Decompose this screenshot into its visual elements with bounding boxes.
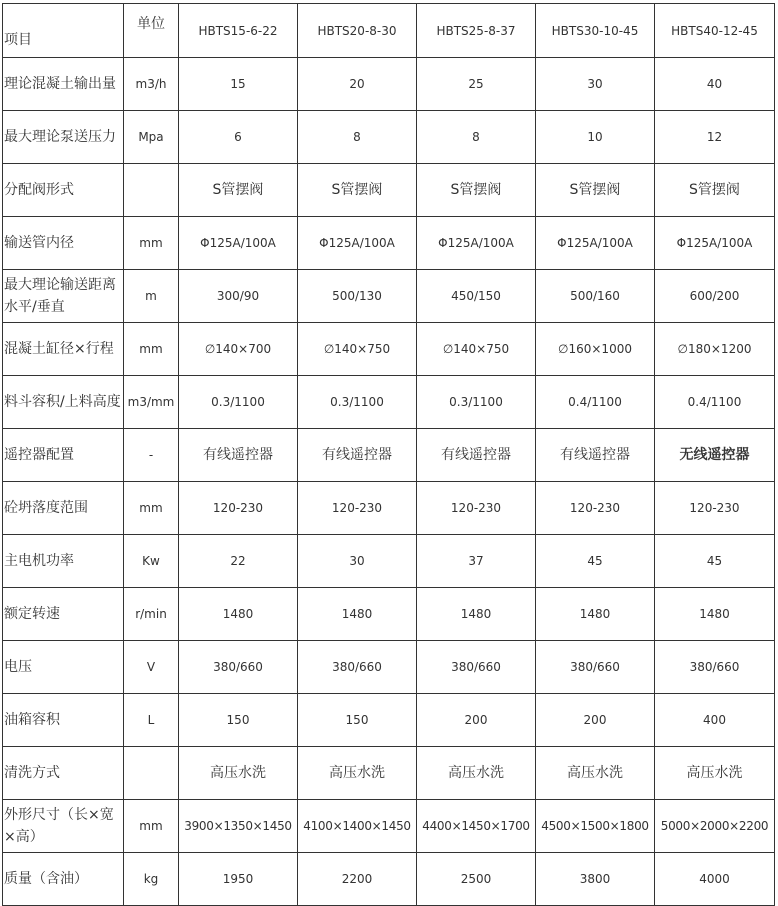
cell-value: 5000×2000×2200 [655, 800, 775, 853]
cell-value: 0.3/1100 [298, 376, 417, 429]
cell-value: 450/150 [417, 270, 536, 323]
cell-value: 1480 [655, 588, 775, 641]
cell-value: 15 [179, 58, 298, 111]
cell-value: 0.4/1100 [536, 376, 655, 429]
table-row [3, 111, 775, 164]
row-unit: - [124, 429, 179, 482]
row-label: 外形尺寸（长×宽×高） [3, 800, 124, 853]
cell-value: 8 [417, 111, 536, 164]
cell-value: 200 [417, 694, 536, 747]
cell-value: 380/660 [298, 641, 417, 694]
row-unit: kg [124, 853, 179, 906]
cell-value: Φ125A/100A [536, 217, 655, 270]
cell-value: 45 [536, 535, 655, 588]
cell-value: 37 [417, 535, 536, 588]
row-label: 理论混凝土输出量 [3, 58, 124, 111]
header-model: HBTS20-8-30 [298, 4, 417, 58]
cell-value: 400 [655, 694, 775, 747]
row-label: 混凝土缸径×行程 [3, 323, 124, 376]
cell-value: 1480 [417, 588, 536, 641]
table-row [3, 323, 775, 376]
cell-value: ∅180×1200 [655, 323, 775, 376]
cell-value: 有线遥控器 [417, 429, 536, 482]
row-unit: Mpa [124, 111, 179, 164]
row-label: 清洗方式 [3, 747, 124, 800]
cell-value: ∅160×1000 [536, 323, 655, 376]
row-unit: mm [124, 800, 179, 853]
cell-value: Φ125A/100A [298, 217, 417, 270]
cell-value: 4100×1400×1450 [298, 800, 417, 853]
cell-value: 有线遥控器 [298, 429, 417, 482]
table-row [3, 641, 775, 694]
table-row [3, 376, 775, 429]
cell-value: 10 [536, 111, 655, 164]
row-unit: m [124, 270, 179, 323]
cell-value: 4500×1500×1800 [536, 800, 655, 853]
row-label: 主电机功率 [3, 535, 124, 588]
cell-value: 6 [179, 111, 298, 164]
cell-value: 120-230 [417, 482, 536, 535]
row-label: 最大理论泵送压力 [3, 111, 124, 164]
row-label: 分配阀形式 [3, 164, 124, 217]
cell-value: 45 [655, 535, 775, 588]
cell-value: 380/660 [417, 641, 536, 694]
cell-value: 120-230 [536, 482, 655, 535]
row-unit [124, 164, 179, 217]
table-row [3, 853, 775, 906]
cell-value: 25 [417, 58, 536, 111]
row-unit: Kw [124, 535, 179, 588]
cell-value: 380/660 [655, 641, 775, 694]
cell-value: 8 [298, 111, 417, 164]
row-label: 质量（含油） [3, 853, 124, 906]
header-item: 项目 [3, 4, 124, 58]
row-unit: L [124, 694, 179, 747]
cell-value: Φ125A/100A [417, 217, 536, 270]
row-label: 最大理论输送距离水平/垂直 [3, 270, 124, 323]
row-label: 电压 [3, 641, 124, 694]
row-label: 输送管内径 [3, 217, 124, 270]
cell-value: 2200 [298, 853, 417, 906]
cell-value: ∅140×700 [179, 323, 298, 376]
cell-value: 150 [298, 694, 417, 747]
cell-value: 有线遥控器 [536, 429, 655, 482]
cell-value: 0.4/1100 [655, 376, 775, 429]
row-label: 砼坍落度范围 [3, 482, 124, 535]
cell-value: S管摆阀 [298, 164, 417, 217]
cell-value: 4000 [655, 853, 775, 906]
cell-value: 有线遥控器 [179, 429, 298, 482]
cell-value: 0.3/1100 [179, 376, 298, 429]
cell-value: 120-230 [655, 482, 775, 535]
spec-table [2, 3, 775, 906]
header-model: HBTS25-8-37 [417, 4, 536, 58]
cell-value: 高压水洗 [179, 747, 298, 800]
cell-value: ∅140×750 [298, 323, 417, 376]
table-row [3, 58, 775, 111]
row-label: 油箱容积 [3, 694, 124, 747]
table-row [3, 217, 775, 270]
cell-value: Φ125A/100A [655, 217, 775, 270]
cell-value: 3900×1350×1450 [179, 800, 298, 853]
cell-value: 高压水洗 [655, 747, 775, 800]
header-model: HBTS40-12-45 [655, 4, 775, 58]
cell-value: 2500 [417, 853, 536, 906]
row-label: 遥控器配置 [3, 429, 124, 482]
cell-value: 1950 [179, 853, 298, 906]
row-unit: mm [124, 217, 179, 270]
row-unit: V [124, 641, 179, 694]
table-row [3, 694, 775, 747]
cell-value: 40 [655, 58, 775, 111]
cell-value: 高压水洗 [417, 747, 536, 800]
cell-value: 无线遥控器 [655, 429, 775, 482]
header-row [3, 4, 775, 58]
cell-value: 4400×1450×1700 [417, 800, 536, 853]
table-row [3, 270, 775, 323]
cell-value: 22 [179, 535, 298, 588]
header-unit: 单位 [124, 4, 179, 58]
cell-value: 120-230 [179, 482, 298, 535]
table-row [3, 535, 775, 588]
row-unit: mm [124, 482, 179, 535]
row-unit: m3/mm [124, 376, 179, 429]
cell-value: 150 [179, 694, 298, 747]
row-unit: mm [124, 323, 179, 376]
table-row [3, 482, 775, 535]
cell-value: 120-230 [298, 482, 417, 535]
header-model: HBTS30-10-45 [536, 4, 655, 58]
header-model: HBTS15-6-22 [179, 4, 298, 58]
row-label: 额定转速 [3, 588, 124, 641]
cell-value: 1480 [179, 588, 298, 641]
cell-value: ∅140×750 [417, 323, 536, 376]
cell-value: 600/200 [655, 270, 775, 323]
cell-value: 500/130 [298, 270, 417, 323]
cell-value: S管摆阀 [417, 164, 536, 217]
table-row [3, 747, 775, 800]
cell-value: S管摆阀 [655, 164, 775, 217]
cell-value: 380/660 [179, 641, 298, 694]
table-row [3, 588, 775, 641]
cell-value: Φ125A/100A [179, 217, 298, 270]
row-unit [124, 747, 179, 800]
row-unit: m3/h [124, 58, 179, 111]
cell-value: 30 [298, 535, 417, 588]
cell-value: 0.3/1100 [417, 376, 536, 429]
row-unit: r/min [124, 588, 179, 641]
table-row [3, 429, 775, 482]
cell-value: 高压水洗 [298, 747, 417, 800]
cell-value: 1480 [536, 588, 655, 641]
cell-value: S管摆阀 [536, 164, 655, 217]
cell-value: 380/660 [536, 641, 655, 694]
cell-value: 500/160 [536, 270, 655, 323]
cell-value: 20 [298, 58, 417, 111]
cell-value: 12 [655, 111, 775, 164]
table-row [3, 800, 775, 853]
cell-value: 高压水洗 [536, 747, 655, 800]
table-row [3, 164, 775, 217]
cell-value: 3800 [536, 853, 655, 906]
cell-value: 30 [536, 58, 655, 111]
cell-value: 1480 [298, 588, 417, 641]
row-label: 料斗容积/上料高度 [3, 376, 124, 429]
cell-value: S管摆阀 [179, 164, 298, 217]
cell-value: 300/90 [179, 270, 298, 323]
cell-value: 200 [536, 694, 655, 747]
